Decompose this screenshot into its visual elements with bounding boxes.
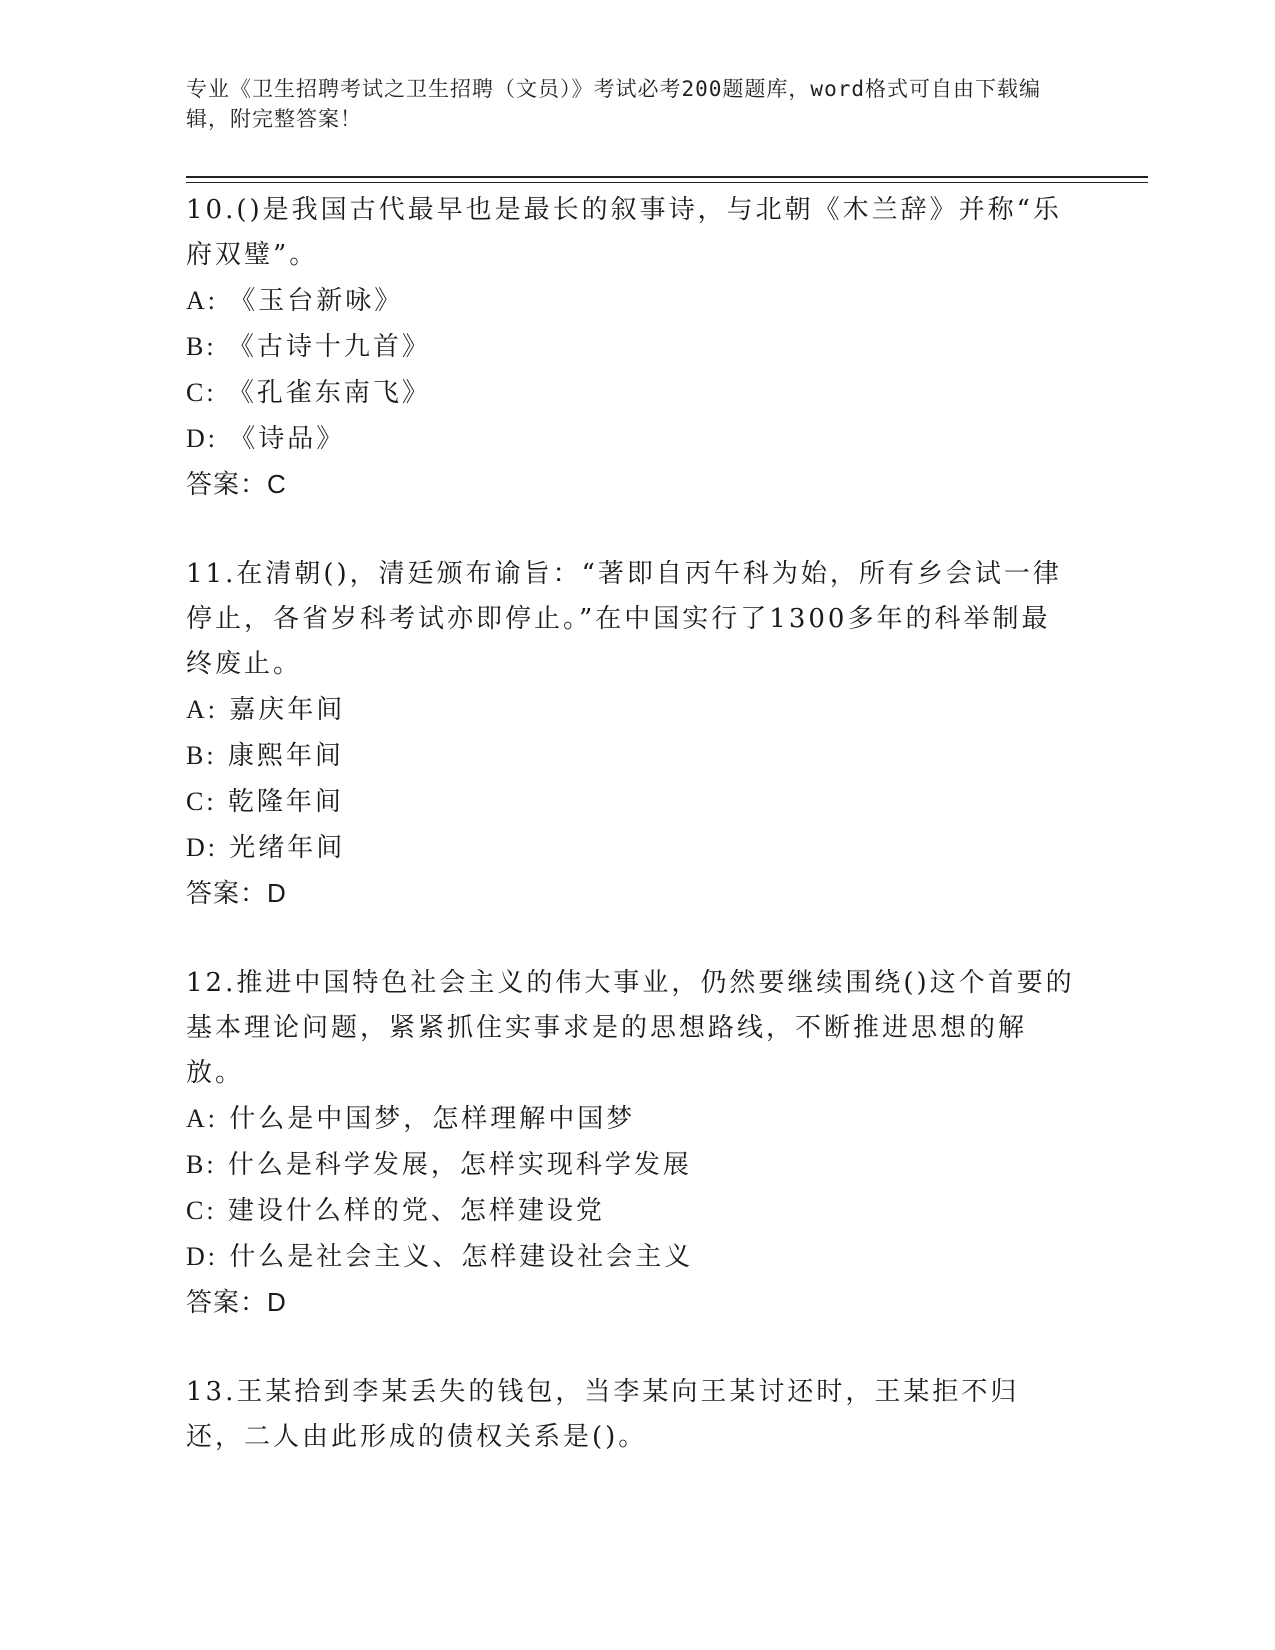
option-letter: C:: [186, 787, 217, 816]
option-c: [186, 1188, 1076, 1234]
option-list: [186, 278, 1076, 462]
option-list: [186, 1096, 1076, 1280]
header-rule-thick: [186, 176, 1148, 178]
option-text: 《诗品》: [229, 424, 346, 454]
option-letter: C:: [186, 1196, 217, 1225]
question-list: [186, 188, 1076, 1505]
question-12: [186, 961, 1076, 1325]
option-c: [186, 779, 1076, 825]
answer-line: 答案：D: [186, 1287, 287, 1317]
question-stem: 12.推进中国特色社会主义的伟大事业，仍然要继续围绕()这个首要的基本理论问题，紧紧抓住实事求是的思想路线，不断推进思想的解放。: [186, 968, 1075, 1088]
option-d: [186, 1234, 1076, 1280]
option-b: [186, 324, 1076, 370]
document-header: 专业《卫生招聘考试之卫生招聘（文员）》考试必考200题题库，word格式可自由下载编辑，附完整答案！: [186, 77, 1041, 131]
option-a: [186, 278, 1076, 324]
option-b: [186, 1142, 1076, 1188]
answer-line: 答案：D: [186, 878, 287, 908]
option-letter: C:: [186, 378, 217, 407]
option-letter: B:: [186, 1150, 217, 1179]
option-letter: D:: [186, 1242, 218, 1271]
option-c: [186, 370, 1076, 416]
option-list: [186, 687, 1076, 871]
option-text: 什么是科学发展，怎样实现科学发展: [227, 1150, 692, 1180]
option-text: 乾隆年间: [227, 787, 344, 817]
option-d: [186, 416, 1076, 462]
answer-line: 答案：C: [186, 469, 287, 499]
option-text: 什么是中国梦，怎样理解中国梦: [229, 1104, 636, 1134]
option-text: 光绪年间: [229, 833, 346, 863]
option-text: 康熙年间: [227, 741, 344, 771]
option-d: [186, 825, 1076, 871]
question-13: [186, 1370, 1076, 1460]
option-letter: D:: [186, 424, 218, 453]
question-stem: 13.王某拾到李某丢失的钱包，当李某向王某讨还时，王某拒不归还，二人由此形成的债权关系是()。: [186, 1377, 1020, 1452]
option-a: [186, 687, 1076, 733]
option-letter: D:: [186, 833, 218, 862]
question-stem: 10.()是我国古代最早也是最长的叙事诗，与北朝《木兰辞》并称“乐府双璧”。: [186, 195, 1062, 270]
option-b: [186, 733, 1076, 779]
option-a: [186, 1096, 1076, 1142]
option-text: 建设什么样的党、怎样建设党: [227, 1196, 605, 1226]
header-rule-thin: [186, 182, 1148, 183]
option-letter: A:: [186, 286, 218, 315]
option-letter: A:: [186, 695, 218, 724]
question-stem: 11.在清朝()，清廷颁布谕旨：“著即自丙午科为始，所有乡会试一律停止，各省岁科考试亦即停止。”在中国实行了1300多年的科举制最终废止。: [186, 559, 1062, 679]
option-text: 《玉台新咏》: [229, 286, 404, 316]
option-letter: B:: [186, 741, 217, 770]
option-text: 《孔雀东南飞》: [227, 378, 431, 408]
option-text: 什么是社会主义、怎样建设社会主义: [229, 1242, 694, 1272]
question-10: [186, 188, 1076, 507]
option-text: 嘉庆年间: [229, 695, 346, 725]
option-letter: A:: [186, 1104, 218, 1133]
option-text: 《古诗十九首》: [227, 332, 431, 362]
option-letter: B:: [186, 332, 217, 361]
question-11: [186, 552, 1076, 916]
